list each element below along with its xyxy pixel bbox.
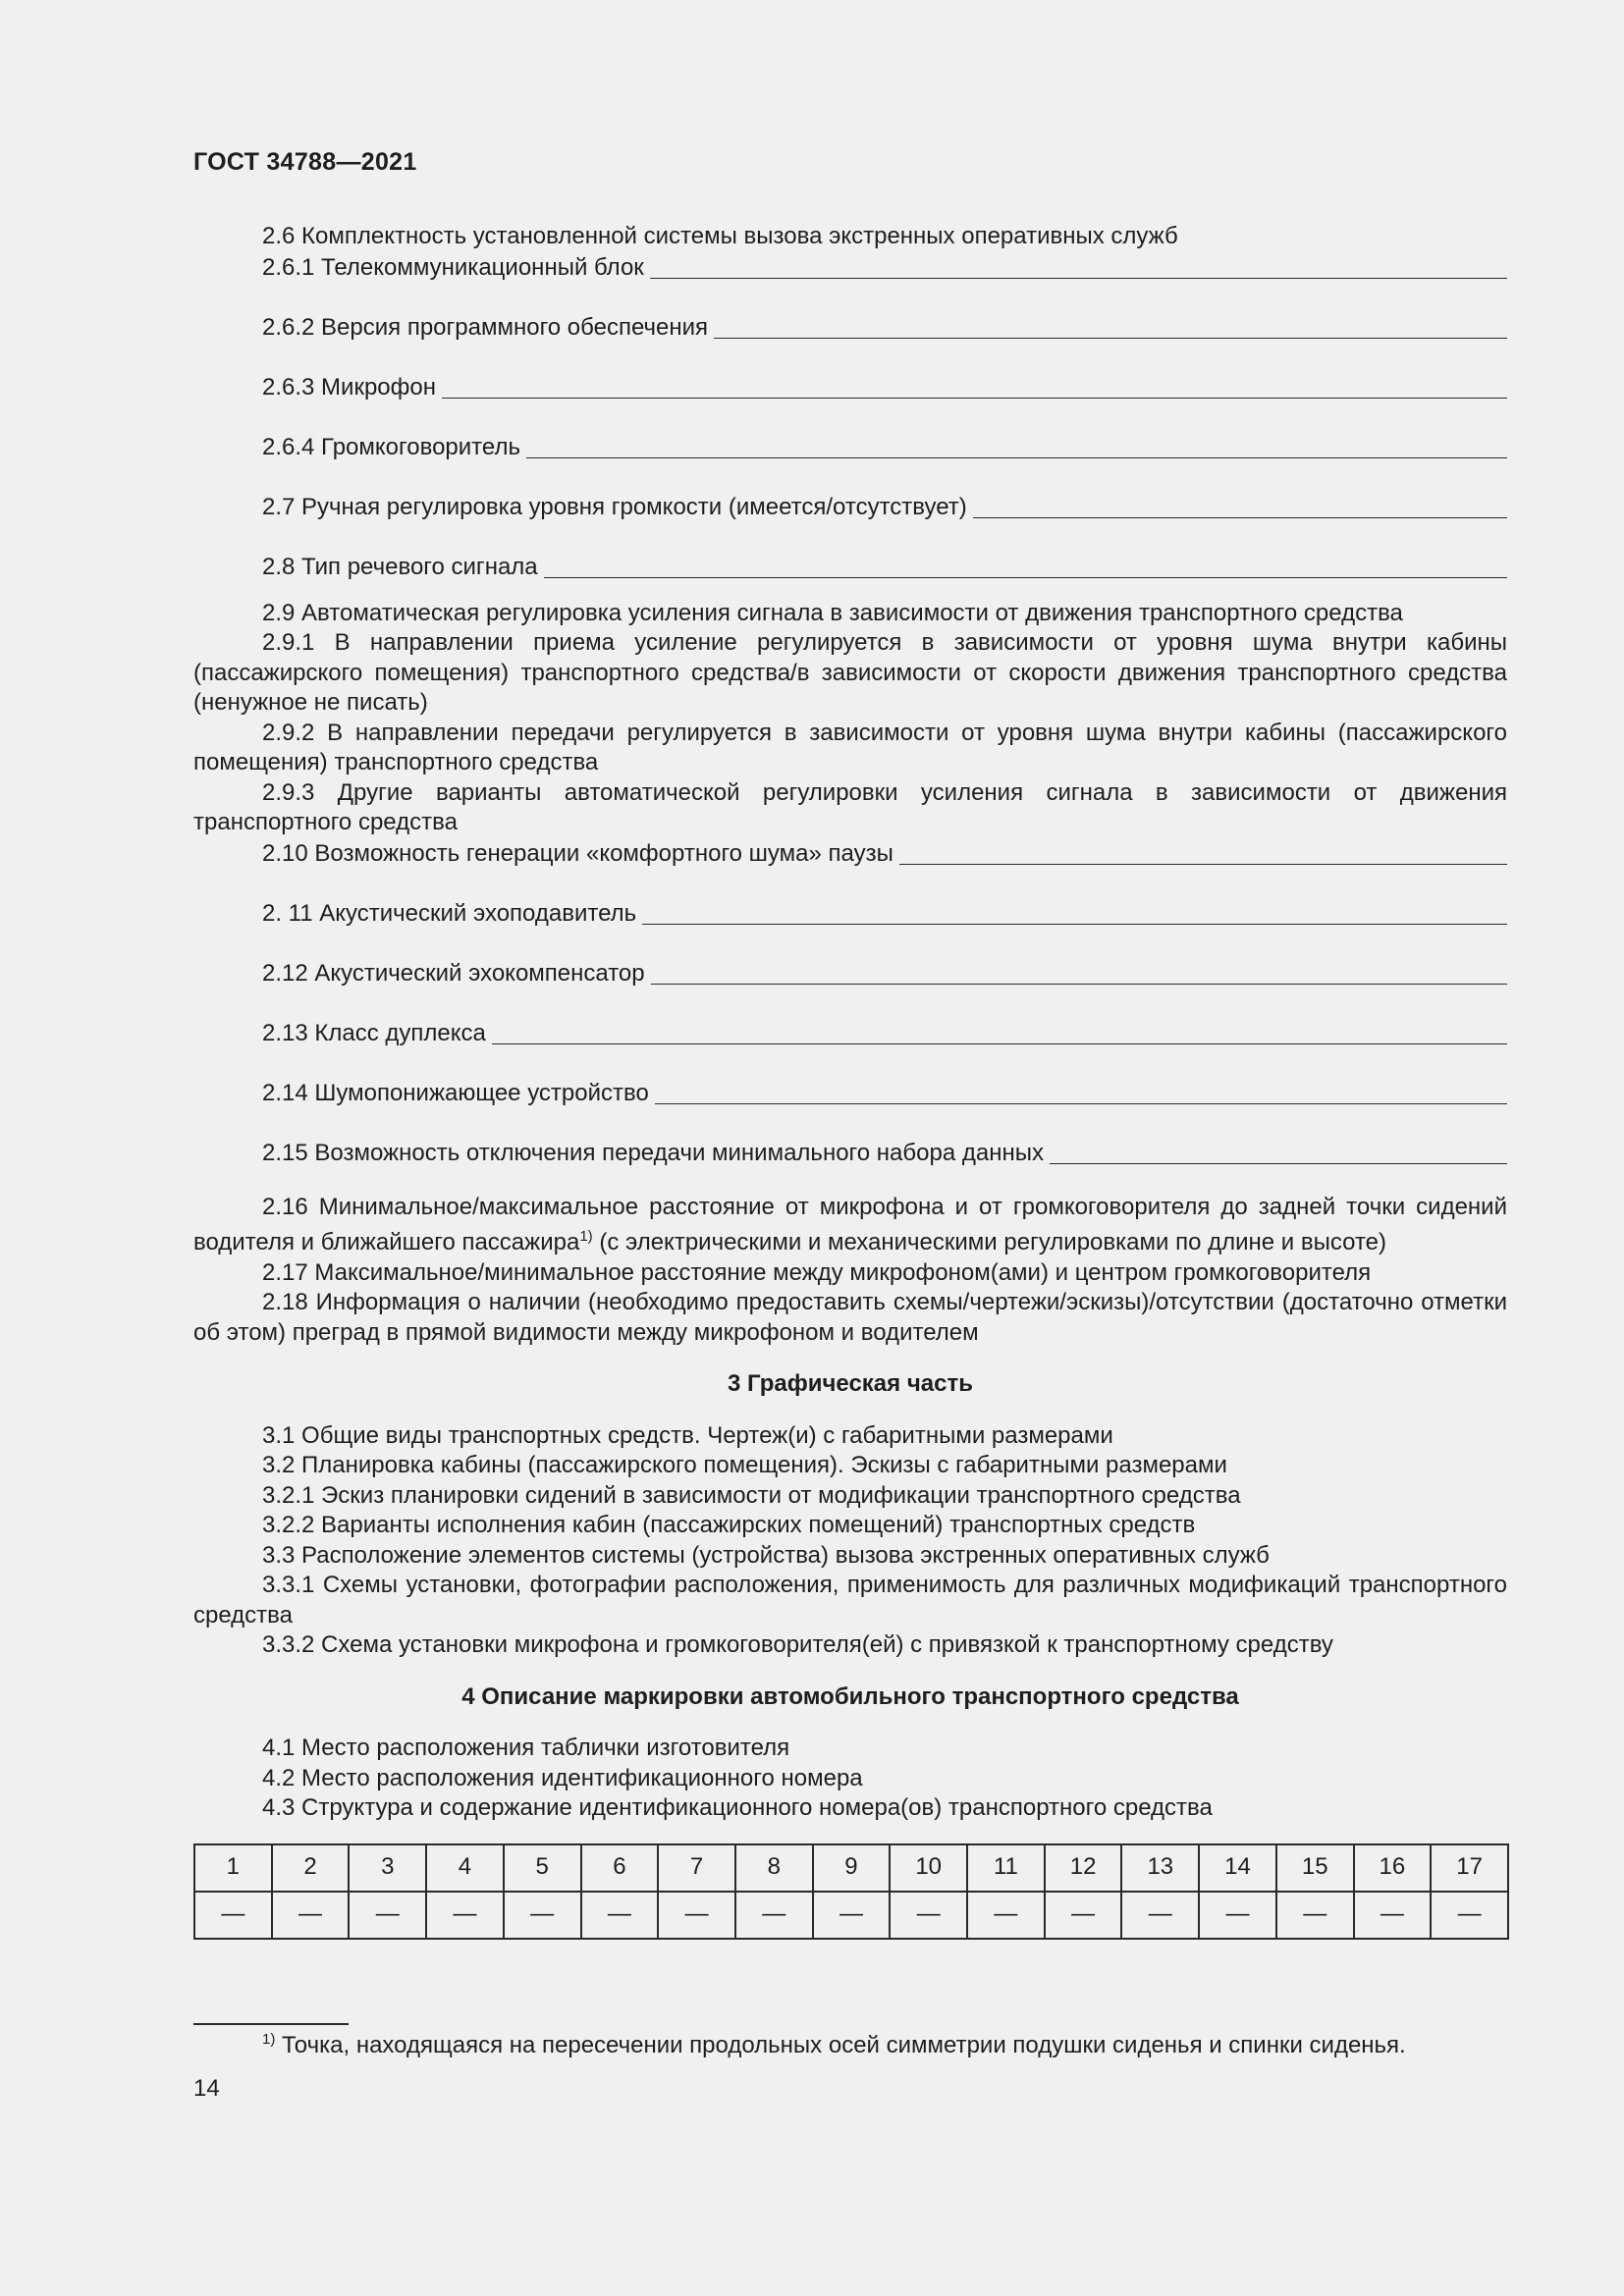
table-header-cell: 3 (349, 1844, 426, 1892)
fill-label: 2.6.3 Микрофон (262, 374, 436, 400)
blank-line (492, 1043, 1507, 1044)
table-cell: — (194, 1892, 272, 1939)
table-header-cell: 9 (813, 1844, 891, 1892)
fill-label: 2.6.1 Телекоммуникационный блок (262, 254, 644, 281)
fill-line (193, 463, 1507, 523)
fill-line (193, 523, 1507, 583)
table-cell: — (1121, 1892, 1199, 1939)
blank-line (1050, 1163, 1507, 1164)
fill-line (193, 838, 1507, 870)
table-cell: — (504, 1892, 581, 1939)
document-header: ГОСТ 34788—2021 (193, 148, 417, 176)
table-cell: — (1199, 1892, 1276, 1939)
blank-line (651, 984, 1507, 985)
table-header-cell: 17 (1431, 1844, 1508, 1892)
table-cell: — (426, 1892, 504, 1939)
section-3-item: 3.1 Общие виды транспортных средств. Чертеж(и) с габаритными размерами (262, 1421, 1113, 1449)
footnote-text: Точка, находящаяся на пересечении продольных осей симметрии подушки сиденья и спинки сиденья. (275, 2032, 1406, 2058)
table-header-cell: 10 (890, 1844, 967, 1892)
section-2-16 (193, 1193, 1507, 1258)
table-cell: — (1354, 1892, 1432, 1939)
table-cell: — (735, 1892, 813, 1939)
section-4-item: 4.1 Место расположения таблички изготовителя (262, 1735, 790, 1761)
section-2-9-2: 2.9.2 В направлении передачи регулируется в зависимости от уровня шума внутри кабины (пассажирского помещения) транспортного средства (193, 719, 1507, 775)
table-header-cell: 16 (1354, 1844, 1432, 1892)
section-2-9-1: 2.9.1 В направлении приема усиление регулируется в зависимости от уровня шума внутри кабины (пассажирского помещения) транспортного средства/в зависимости от скорости движения транспортного средства (ненужное не писать) (193, 629, 1507, 716)
table-header-cell: 7 (658, 1844, 735, 1892)
section-2-9: 2.9 Автоматическая регулировка усиления сигнала в зависимости от движения транспортного средства (262, 599, 1403, 626)
vin-structure-table (193, 1843, 1509, 1940)
blank-line (655, 1103, 1507, 1104)
section-2-9-3: 2.9.3 Другие варианты автоматической регулировки усиления сигнала в зависимости от движения транспортного средства (193, 778, 1507, 835)
footnote-divider (193, 2023, 349, 2025)
table-cell: — (1276, 1892, 1354, 1939)
section-3-3-1: 3.3.1 Схемы установки, фотографии расположения, применимость для различных модификаций транспортного средства (193, 1572, 1507, 1629)
fill-label: 2. 11 Акустический эхоподавитель (262, 900, 637, 927)
document-body (193, 222, 1507, 1940)
fill-line (193, 344, 1507, 403)
table-header-cell: 6 (581, 1844, 659, 1892)
table-cell: — (272, 1892, 350, 1939)
section-3-3-2: 3.3.2 Схема установки микрофона и громкоговорителя(ей) с привязкой к транспортному средству (262, 1631, 1333, 1658)
table-header-cell: 12 (1045, 1844, 1122, 1892)
table-cell: — (581, 1892, 659, 1939)
fill-label: 2.8 Тип речевого сигнала (262, 554, 538, 580)
table-header-cell: 13 (1121, 1844, 1199, 1892)
section-2-16-text: 2.16 Минимальное/максимальное расстояние от микрофона и от громкоговорителя до задней точки сидений водителя и ближайшего пассажира (193, 1193, 1507, 1255)
table-cell: — (890, 1892, 967, 1939)
section-2-18: 2.18 Информация о наличии (необходимо предоставить схемы/чертежи/эскизы)/отсутствии (достаточно отметки об этом) преград в прямой видимости между микрофоном и водителем (193, 1289, 1507, 1346)
blank-line (973, 517, 1507, 518)
table-header-cell: 2 (272, 1844, 350, 1892)
fill-line (193, 252, 1507, 284)
table-cell: — (658, 1892, 735, 1939)
blank-line (899, 864, 1507, 865)
fill-label: 2.6.4 Громкоговоритель (262, 434, 520, 460)
blank-line (442, 398, 1507, 399)
table-cell: — (813, 1892, 891, 1939)
section-4-heading: 4 Описание маркировки автомобильного транспортного средства (461, 1682, 1239, 1710)
table-row (194, 1892, 1508, 1939)
table-header-cell: 14 (1199, 1844, 1276, 1892)
table-cell: — (1431, 1892, 1508, 1939)
footnote-mark: 1) (262, 2031, 276, 2048)
blank-line (544, 577, 1507, 578)
blank-line (650, 278, 1507, 279)
section-4-item: 4.3 Структура и содержание идентификационного номера(ов) транспортного средства (262, 1794, 1213, 1821)
section-3-item: 3.2.2 Варианты исполнения кабин (пассажирских помещений) транспортных средств (262, 1512, 1196, 1538)
section-2-17: 2.17 Максимальное/минимальное расстояние между микрофоном(ами) и центром громкоговорителя (262, 1258, 1372, 1286)
fill-line (193, 930, 1507, 989)
table-header-cell: 15 (1276, 1844, 1354, 1892)
section-3-item: 3.2.1 Эскиз планировки сидений в зависимости от модификации транспортного средства (262, 1481, 1241, 1509)
page-number: 14 (193, 2075, 220, 2102)
fill-label: 2.12 Акустический эхокомпенсатор (262, 960, 645, 987)
table-cell: — (967, 1892, 1045, 1939)
table-header-cell: 5 (504, 1844, 581, 1892)
footnote-ref: 1) (579, 1228, 593, 1245)
fill-line (193, 870, 1507, 930)
blank-line (526, 457, 1507, 458)
table-header-cell: 4 (426, 1844, 504, 1892)
table-header-cell: 11 (967, 1844, 1045, 1892)
table-header-cell: 1 (194, 1844, 272, 1892)
fill-line (193, 989, 1507, 1049)
fill-line (193, 1109, 1507, 1169)
blank-line (642, 924, 1507, 925)
footnote (262, 2031, 1406, 2059)
table-header-row (194, 1844, 1508, 1892)
fill-label: 2.10 Возможность генерации «комфортного шума» паузы (262, 840, 893, 867)
section-4-item: 4.2 Место расположения идентификационного номера (262, 1764, 863, 1791)
fill-label: 2.15 Возможность отключения передачи минимального набора данных (262, 1140, 1044, 1166)
fill-label: 2.14 Шумопонижающее устройство (262, 1080, 649, 1106)
fill-line (193, 403, 1507, 463)
fill-label: 2.13 Класс дуплекса (262, 1020, 486, 1046)
table-cell: — (349, 1892, 426, 1939)
section-2-16-tail: (с электрическими и механическими регулировками по длине и высоте) (592, 1229, 1387, 1255)
blank-line (714, 338, 1507, 339)
section-3-heading: 3 Графическая часть (728, 1370, 973, 1397)
fill-line (193, 284, 1507, 344)
fill-label: 2.7 Ручная регулировка уровня громкости (имеется/отсутствует) (262, 494, 967, 520)
section-3-item: 3.3 Расположение элементов системы (устройства) вызова экстренных оперативных служб (262, 1541, 1270, 1569)
section-2-6: 2.6 Комплектность установленной системы вызова экстренных оперативных служб (262, 223, 1178, 249)
fill-label: 2.6.2 Версия программного обеспечения (262, 314, 709, 341)
section-3-item: 3.2 Планировка кабины (пассажирского помещения). Эскизы с габаритными размерами (262, 1452, 1227, 1478)
table-cell: — (1045, 1892, 1122, 1939)
fill-line (193, 1049, 1507, 1109)
table-header-cell: 8 (735, 1844, 813, 1892)
